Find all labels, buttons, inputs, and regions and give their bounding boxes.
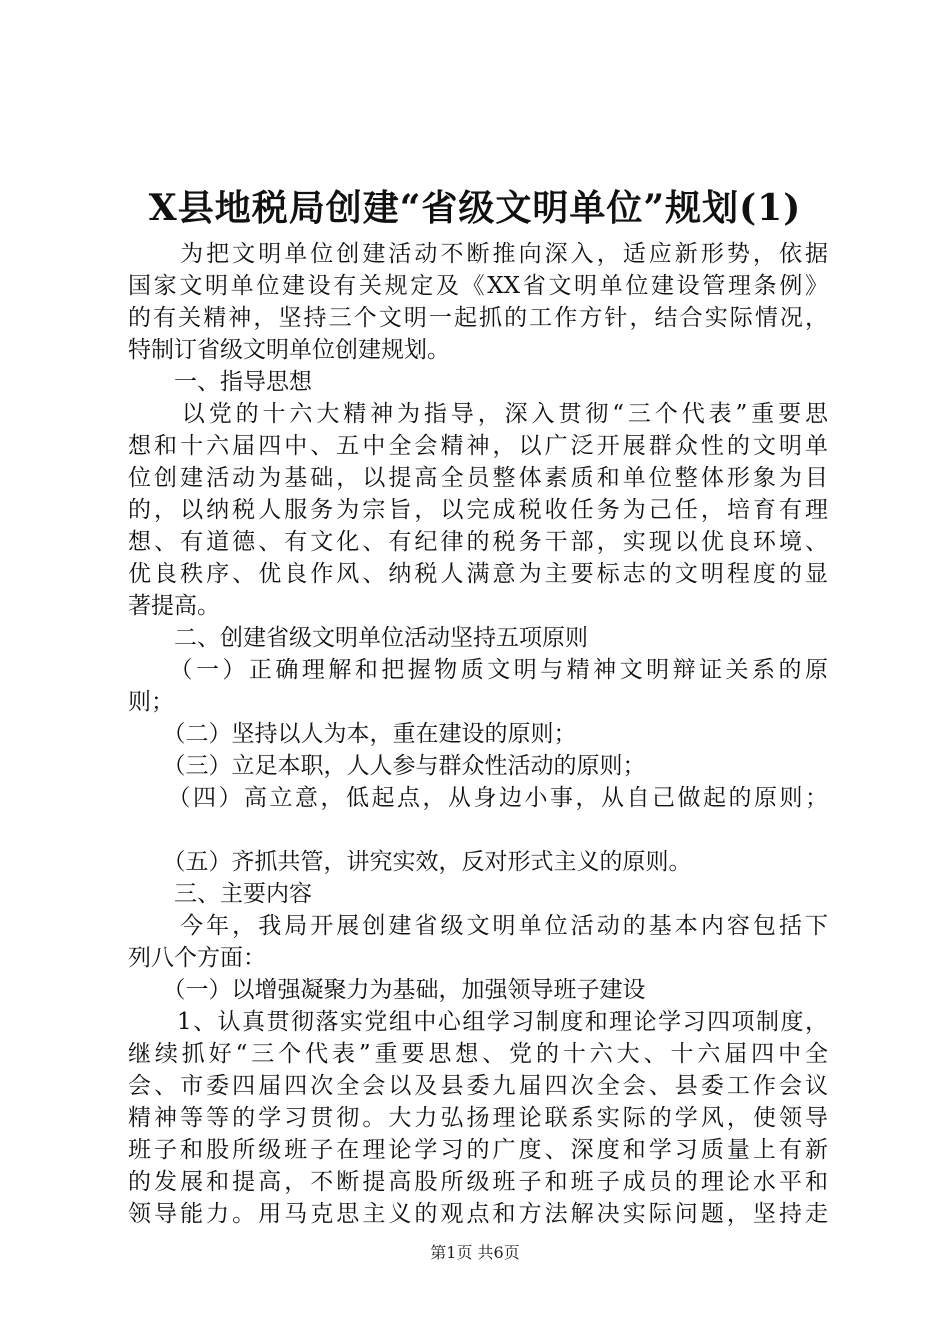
blank-line (128, 814, 828, 846)
body-line: 今年，我局开展创建省级文明单位活动的基本内容包括下 (128, 913, 828, 939)
body-line: 国家文明单位建设有关规定及《XX省文明单位建设管理条例》 (128, 273, 828, 299)
principle-item: （二）坚持以人为本，重在建设的原则； (128, 721, 577, 747)
page-footer: 第1页 共6页 (430, 1243, 520, 1262)
body-line: 为把文明单位创建活动不断推向深入，适应新形势，依据 (128, 241, 828, 267)
principle-item: （四）高立意，低起点，从身边小事，从自己做起的原则； (128, 785, 828, 811)
body-line: 特制订省级文明单位创建规划。 (128, 337, 450, 363)
document-title: X县地税局创建“省级文明单位”规划(1) (148, 187, 802, 229)
body-line: 以党的十六大精神为指导，深入贯彻“三个代表”重要思 (128, 401, 828, 427)
body-line: 的发展和提高，不断提高股所级班子和班子成员的理论水平和 (128, 1169, 828, 1195)
body-line: 著提高。 (128, 593, 220, 619)
body-line: 想和十六届四中、五中全会精神，以广泛开展群众性的文明单 (128, 433, 828, 459)
body-line: 1、认真贯彻落实党组中心组学习制度和理论学习四项制度， (128, 1009, 828, 1035)
body-line: 继续抓好“三个代表”重要思想、党的十六大、十六届四中全 (128, 1041, 828, 1067)
body-line: 会、市委四届四次全会以及县委九届四次全会、县委工作会议 (128, 1073, 828, 1099)
principle-item: （五）齐抓共管，讲究实效，反对形式主义的原则。 (128, 849, 692, 875)
body-line: 的，以纳税人服务为宗旨，以完成税收任务为己任，培育有理 (128, 497, 828, 523)
body-line: 精神等等的学习贯彻。大力弘扬理论联系实际的学风，使领导 (128, 1105, 828, 1131)
document-body (128, 238, 828, 1230)
subsection-heading: （一）以增强凝聚力为基础，加强领导班子建设 (128, 977, 646, 1003)
body-line: 位创建活动为基础，以提高全员整体素质和单位整体形象为目 (128, 465, 828, 491)
body-line: 班子和股所级班子在理论学习的广度、深度和学习质量上有新 (128, 1137, 828, 1163)
body-line: 的有关精神，坚持三个文明一起抓的工作方针，结合实际情况， (128, 305, 828, 331)
section-heading: 二、创建省级文明单位活动坚持五项原则 (128, 625, 588, 651)
section-heading: 三、主要内容 (128, 881, 312, 907)
principle-item: （三）立足本职，人人参与群众性活动的原则； (128, 753, 646, 779)
body-line: 领导能力。用马克思主义的观点和方法解决实际问题，坚持走 (128, 1201, 828, 1227)
body-line: 优良秩序、优良作风、纳税人满意为主要标志的文明程度的显 (128, 561, 828, 587)
body-line: 想、有道德、有文化、有纪律的税务干部，实现以优良环境、 (128, 529, 828, 555)
body-line: 则； (128, 689, 174, 715)
principle-item: （一）正确理解和把握物质文明与精神文明辩证关系的原 (128, 657, 828, 683)
body-line: 列八个方面： (128, 945, 266, 971)
section-heading: 一、指导思想 (128, 369, 312, 395)
